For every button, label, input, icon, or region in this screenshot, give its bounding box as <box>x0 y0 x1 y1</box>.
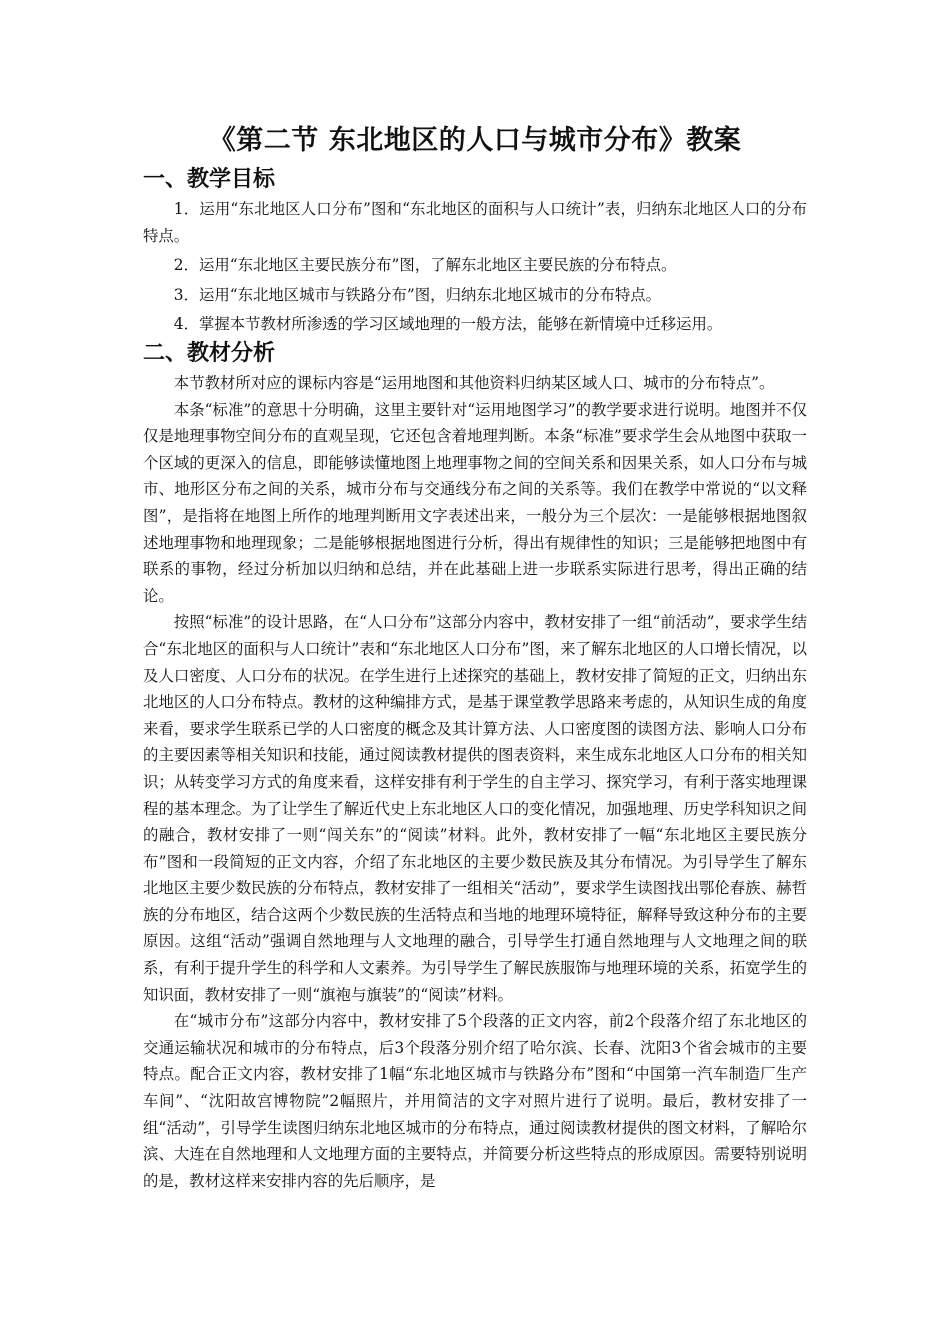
section-heading-textbook-analysis: 二、教材分析 <box>143 341 276 366</box>
analysis-paragraph-2: 本条“标准”的意思十分明确，这里主要针对“运用地图学习”的教学要求进行说明。地图并不仅仅是地理事物空间分布的直观呈现，它还包含着地理判断。本条“标准”要求学生会从地图中获取一个区域的更深入的信息，即能够读懂地图上地理事物之间的空间关系和因果关系，如人口分布与城市、地形区分布之间的关系，城市分布与交通线分布之间的关系等。我们在教学中常说的“以文释图”，是指将在地图上所作的地理判断用文字表述出来，一般分为三个层次：一是能够根据地图叙述地理事物和地理现象；二是能够根据地图进行分析，得出有规律性的知识；三是能够把地图中有联系的事物，经过分析加以归纳和总结，并在此基础上进一步联系实际进行思考，得出正确的结论。 <box>143 400 807 605</box>
objective-item-1: 1．运用“东北地区人口分布”图和“东北地区的面积与人口统计”表，归纳东北地区人口的分布特点。 <box>143 200 807 245</box>
section-heading-teaching-objectives: 一、教学目标 <box>143 167 276 192</box>
analysis-body <box>143 370 807 1194</box>
document-title: 《第二节 东北地区的人口与城市分布》教案 <box>208 125 742 156</box>
objective-item-4: 4．掌握本节教材所渗透的学习区域地理的一般方法，能够在新情境中迁移运用。 <box>173 315 723 334</box>
analysis-paragraph-4: 在“城市分布”这部分内容中，教材安排了5个段落的正文内容，前2个段落介绍了东北地区的交通运输状况和城市的分布特点，后3个段落分别介绍了哈尔滨、长春、沈阳3个省会城市的主要特点。配合正文内容，教材安排了1幅“东北地区城市与铁路分布”图和“中国第一汽车制造厂生产车间”、“沈阳故宫博物院”2幅照片，并用简洁的文字对照片进行了说明。最后，教材安排了一组“活动”，引导学生读图归纳东北地区城市的分布特点，通过阅读教材提供的图文材料，了解哈尔滨、大连在自然地理和人文地理方面的主要特点，并简要分析这些特点的形成原因。需要特别说明的是，教材这样来安排内容的先后顺序，是 <box>143 1012 807 1190</box>
objective-item-3: 3．运用“东北地区城市与铁路分布”图，归纳东北地区城市的分布特点。 <box>173 285 662 304</box>
objective-item-2: 2．运用“东北地区主要民族分布”图，了解东北地区主要民族的分布特点。 <box>173 256 677 275</box>
objectives-list <box>143 196 807 341</box>
analysis-paragraph-3: 按照“标准”的设计思路，在“人口分布”这部分内容中，教材安排了一组“前活动”，要求学生结合“东北地区的面积与人口统计”表和“东北地区人口分布”图，来了解东北地区的人口增长情况，以及人口密度、人口分布的状况。在学生进行上述探究的基础上，教材安排了简短的正文，归纳出东北地区的人口分布特点。教材的这种编排方式，是基于课堂教学思路来考虑的，从知识生成的角度来看，要求学生联系已学的人口密度的概念及其计算方法、人口密度图的读图方法、影响人口分布的主要因素等相关知识和技能，通过阅读教材提供的图表资料，来生成东北地区人口分布的相关知识；从转变学习方式的角度来看，这样安排有利于学生的自主学习、探究学习，有利于落实地理课程的基本理念。为了让学生了解近代史上东北地区人口的变化情况，加强地理、历史学科知识之间的融合，教材安排了一则“闯关东”的“阅读”材料。此外，教材安排了一幅“东北地区主要民族分布”图和一段简短的正文内容，介绍了东北地区的主要少数民族及其分布情况。为引导学生了解东北地区主要少数民族的分布特点，教材安排了一组相关“活动”，要求学生读图找出鄂伦春族、赫哲族的分布地区，结合这两个少数民族的生活特点和当地的地理环境特征，解释导致这种分布的主要原因。这组“活动”强调自然地理与人文地理的融合，引导学生打通自然地理与人文地理之间的联系，有利于提升学生的科学和人文素养。为引导学生了解民族服饰与地理环境的关系，拓宽学生的知识面，教材安排了一则“旗袍与旗装”的“阅读”材料。 <box>143 613 807 1004</box>
analysis-paragraph-1: 本节教材所对应的课标内容是“运用地图和其他资料归纳某区域人口、城市的分布特点”。 <box>173 374 775 392</box>
